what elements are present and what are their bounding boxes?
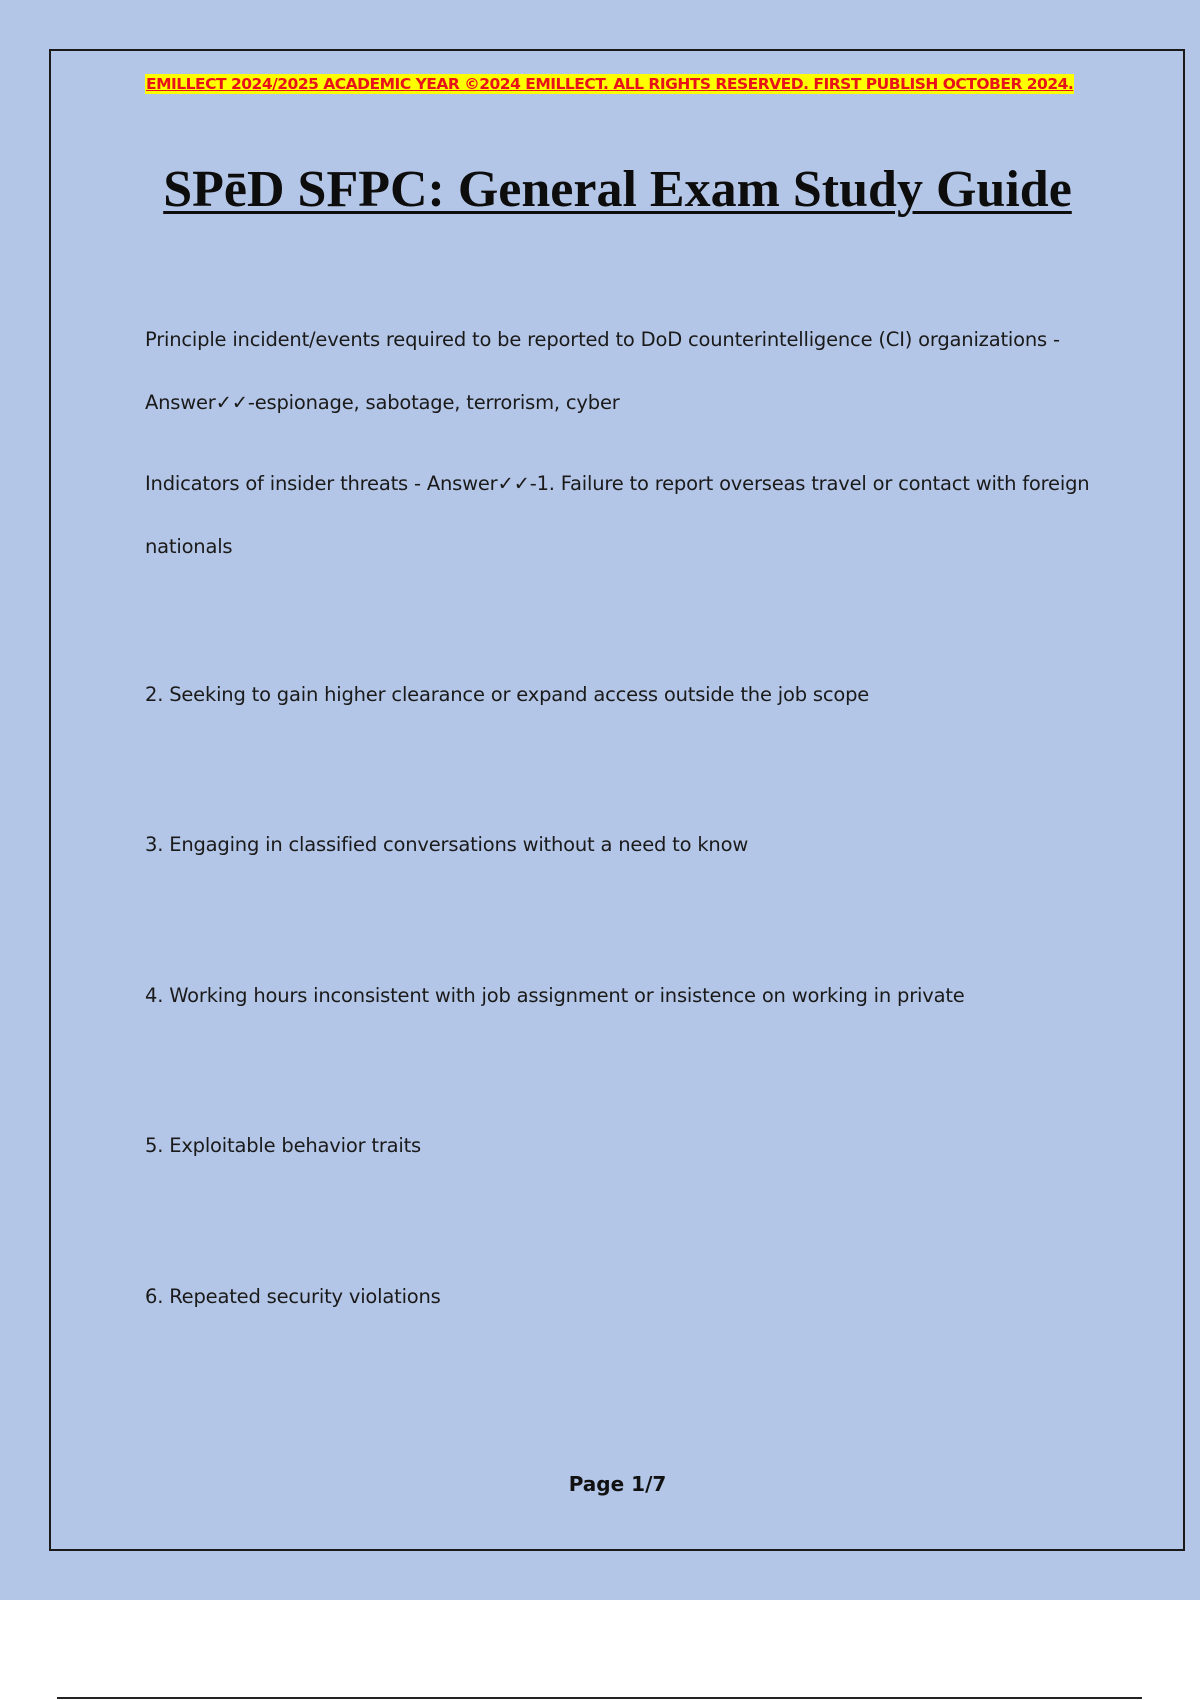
indicator-item-5: 5. Exploitable behavior traits: [145, 1134, 422, 1157]
next-page-divider: [57, 1697, 1142, 1699]
page-border: [49, 49, 1185, 1551]
question-text: Indicators of insider threats: [145, 472, 409, 495]
qa-item-ci-reporting: [145, 308, 1105, 434]
answer-text: - Answer✓✓-1. Failure to report overseas travel or contact with foreign nationals: [145, 472, 1090, 558]
indicator-item-6: 6. Repeated security violations: [145, 1285, 441, 1308]
qa-item-insider-threats: [145, 452, 1105, 578]
answer-text: - Answer✓✓-espionage, sabotage, terrorism, cyber: [145, 328, 1060, 414]
question-text: Principle incident/events required to be reported to DoD counterintelligence (CI) organizations: [145, 328, 1047, 351]
document-title: SPēD SFPC: General Exam Study Guide: [163, 161, 1072, 218]
page-number: Page 1/7: [568, 1472, 667, 1496]
copyright-banner: EMILLECT 2024/2025 ACADEMIC YEAR ©2024 EMILLECT. ALL RIGHTS RESERVED. FIRST PUBLISH OCTOBER 2024.: [146, 75, 1074, 93]
indicator-item-4: 4. Working hours inconsistent with job assignment or insistence on working in private: [145, 984, 965, 1007]
indicator-item-3: 3. Engaging in classified conversations without a need to know: [145, 833, 749, 856]
indicator-item-2: 2. Seeking to gain higher clearance or expand access outside the job scope: [145, 683, 870, 706]
